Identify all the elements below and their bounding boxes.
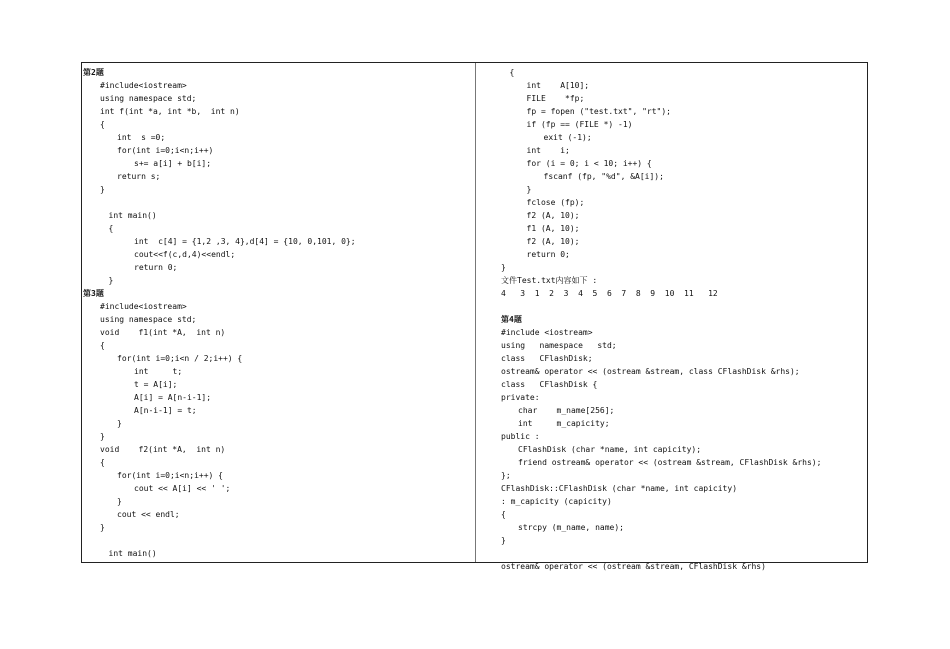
code-line: class CFlashDisk;: [501, 354, 593, 363]
code-line: return 0;: [526, 250, 570, 259]
blank-line: [82, 196, 472, 209]
code-line: strcpy (m_name, name);: [518, 523, 624, 532]
code-line: void f2(int *A, int n): [100, 445, 226, 454]
code-line: {: [100, 341, 105, 350]
code-line: return 0;: [134, 263, 178, 272]
code-line: cout << A[i] << ' ';: [134, 484, 231, 493]
code-line: f2 (A, 10);: [526, 237, 580, 246]
code-line: using namespace std;: [501, 341, 617, 350]
code-line: class CFlashDisk {: [501, 380, 598, 389]
blank-line: [501, 300, 866, 313]
code-line: return s;: [117, 172, 161, 181]
code-line: friend ostream& operator << (ostream &stream, CFlashDisk &rhs);: [518, 458, 822, 467]
code-line: int main(): [108, 549, 157, 558]
code-line: {: [100, 120, 105, 129]
code-line: #include<iostream>: [100, 81, 187, 90]
code-line: {: [100, 458, 105, 467]
blank-line: [501, 547, 866, 560]
code-line: for(int i=0;i<n / 2;i++) {: [117, 354, 243, 363]
code-line: for(int i=0;i<n;i++): [117, 146, 214, 155]
code-line: f1 (A, 10);: [526, 224, 580, 233]
code-line: using namespace std;: [100, 94, 197, 103]
code-line: {: [501, 510, 506, 519]
column-divider: [475, 63, 476, 562]
code-line: : m_capicity (capicity): [501, 497, 612, 506]
code-line: cout<<f(c,d,4)<<endl;: [134, 250, 236, 259]
code-line: ostream& operator << (ostream &stream, CFlashDisk &rhs): [501, 562, 766, 571]
code-line: public :: [501, 432, 540, 441]
code-line: s+= a[i] + b[i];: [134, 159, 212, 168]
code-line: int f(int *a, int *b, int n): [100, 107, 240, 116]
code-line: fscanf (fp, "%d", &A[i]);: [543, 172, 664, 181]
code-line: t = A[i];: [134, 380, 178, 389]
code-line: if (fp == (FILE *) -1): [526, 120, 633, 129]
code-line: A[i] = A[n-i-1];: [134, 393, 212, 402]
question-heading: 第4题: [501, 315, 522, 324]
code-line: private:: [501, 393, 540, 402]
code-line: FILE *fp;: [526, 94, 585, 103]
code-line: char m_name[256];: [518, 406, 615, 415]
code-line: }: [117, 497, 122, 506]
code-line: }: [108, 276, 114, 285]
code-line: int i;: [526, 146, 570, 155]
blank-line: [82, 534, 472, 547]
code-line: {: [108, 224, 114, 233]
code-line: int A[10];: [526, 81, 590, 90]
code-line: #include<iostream>: [100, 302, 187, 311]
question-heading: 第3题: [83, 289, 104, 298]
code-line: }: [501, 536, 506, 545]
code-line: A[n-i-1] = t;: [134, 406, 197, 415]
code-line: ostream& operator << (ostream &stream, class CFlashDisk &rhs);: [501, 367, 800, 376]
code-line: #include <iostream>: [501, 328, 593, 337]
code-line: }: [526, 185, 532, 194]
code-line: };: [501, 471, 511, 480]
code-line: 4 3 1 2 3 4 5 6 7 8 9 10 11 12: [501, 289, 718, 298]
code-line: fp = fopen ("test.txt", "rt");: [526, 107, 671, 116]
code-line: int m_capicity;: [518, 419, 610, 428]
code-line: 文件Test.txt内容如下 :: [501, 276, 598, 285]
code-line: int c[4] = {1,2 ,3, 4},d[4] = {10, 0,101, 0};: [134, 237, 356, 246]
code-line: for(int i=0;i<n;i++) {: [117, 471, 223, 480]
exam-page-frame: [81, 62, 868, 571]
code-line: int main(): [108, 211, 157, 220]
code-line: }: [100, 185, 105, 194]
code-line: }: [100, 523, 105, 532]
code-line: fclose (fp);: [526, 198, 585, 207]
code-line: void f1(int *A, int n): [100, 328, 226, 337]
code-line: exit (-1);: [543, 133, 592, 142]
code-line: }: [100, 432, 105, 441]
code-line: CFlashDisk (char *name, int capicity);: [518, 445, 702, 454]
code-line: f2 (A, 10);: [526, 211, 580, 220]
code-line: CFlashDisk::CFlashDisk (char *name, int capicity): [501, 484, 738, 493]
code-line: for (i = 0; i < 10; i++) {: [526, 159, 652, 168]
code-line: cout << endl;: [117, 510, 180, 519]
question-heading: 第2题: [83, 68, 104, 77]
code-line: }: [501, 263, 506, 272]
code-line: int t;: [134, 367, 183, 376]
code-line: int s =0;: [117, 133, 166, 142]
code-line: }: [117, 419, 122, 428]
code-line: {: [509, 68, 515, 77]
right-code-column: [501, 66, 866, 573]
code-line: using namespace std;: [100, 315, 197, 324]
left-code-column: [82, 66, 472, 560]
